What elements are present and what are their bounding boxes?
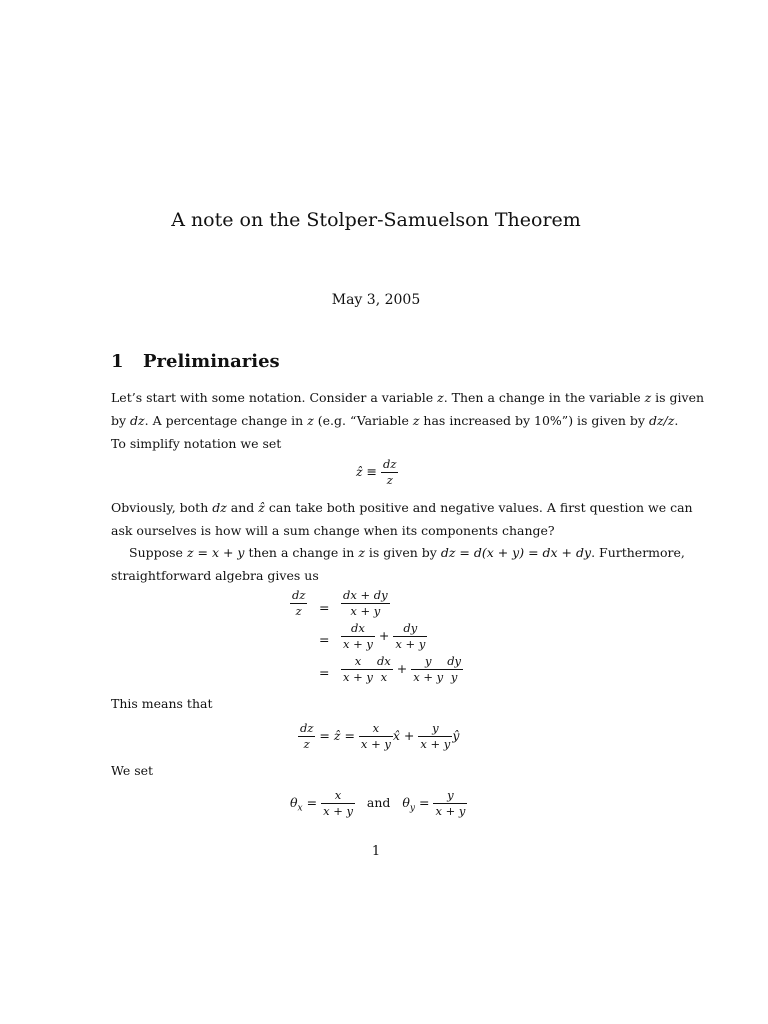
equation-zhat-definition: ẑ ≡ $\frac{dz}{z}$: [356, 457, 397, 488]
paragraph-we-set: We set: [111, 763, 154, 778]
paragraph-obviously: Obviously, both dz and ẑ can take both positive and negative values. A first question we can ask ourselves is how will a sum change when its components change?: [111, 500, 693, 538]
equation-theta-definitions: $\theta_x$ = $\frac{x}{x + y}$ and $\theta_y$ = $\frac{y}{x + y}$: [290, 788, 466, 819]
equation-line-3-equals: =: [319, 665, 330, 680]
equation-line-1-equals: =: [319, 600, 330, 615]
paragraph-notation: Let’s start with some notation. Consider a variable z. Then a change in the variable z is given by dz. A percentage change in z (e.g. “Variable z has increased by 10%”) is given by dz/z. To simplify notation we set: [111, 390, 705, 451]
paragraph-suppose: Suppose z = x + y then a change in z is given by dz = d(x + y) = dx + dy. Furthermore, straightforward algebra gives us: [111, 545, 685, 583]
equation-line-2-rhs: $\frac{dx}{x + y}$ + $\frac{dy}{x + y}$: [343, 621, 426, 652]
paragraph-this-means: This means that: [111, 696, 213, 711]
paper-title: A note on the Stolper-Samuelson Theorem: [171, 209, 581, 231]
section-title: Preliminaries: [143, 351, 280, 372]
equation-line-2-equals: =: [319, 632, 330, 647]
paper-date: May 3, 2005: [331, 292, 421, 308]
equation-line-3-rhs: $\frac{x}{x + y}$ $\frac{dx}{x}$ + $\frac{y}{x + y}$ $\frac{dy}{y}$: [343, 654, 462, 685]
page-number: 1: [371, 844, 381, 859]
equation-line-1-rhs: $\frac{dx + dy}{x + y}$: [343, 588, 388, 619]
equation-growth-decomposition: $\frac{dz}{z}$ = ẑ = $\frac{x}{x + y}$ x̂ + $\frac{y}{x + y}$ ŷ: [300, 721, 460, 752]
equation-line-1: $\frac{dz}{z}$: [292, 588, 306, 619]
section-number: 1: [111, 351, 124, 372]
